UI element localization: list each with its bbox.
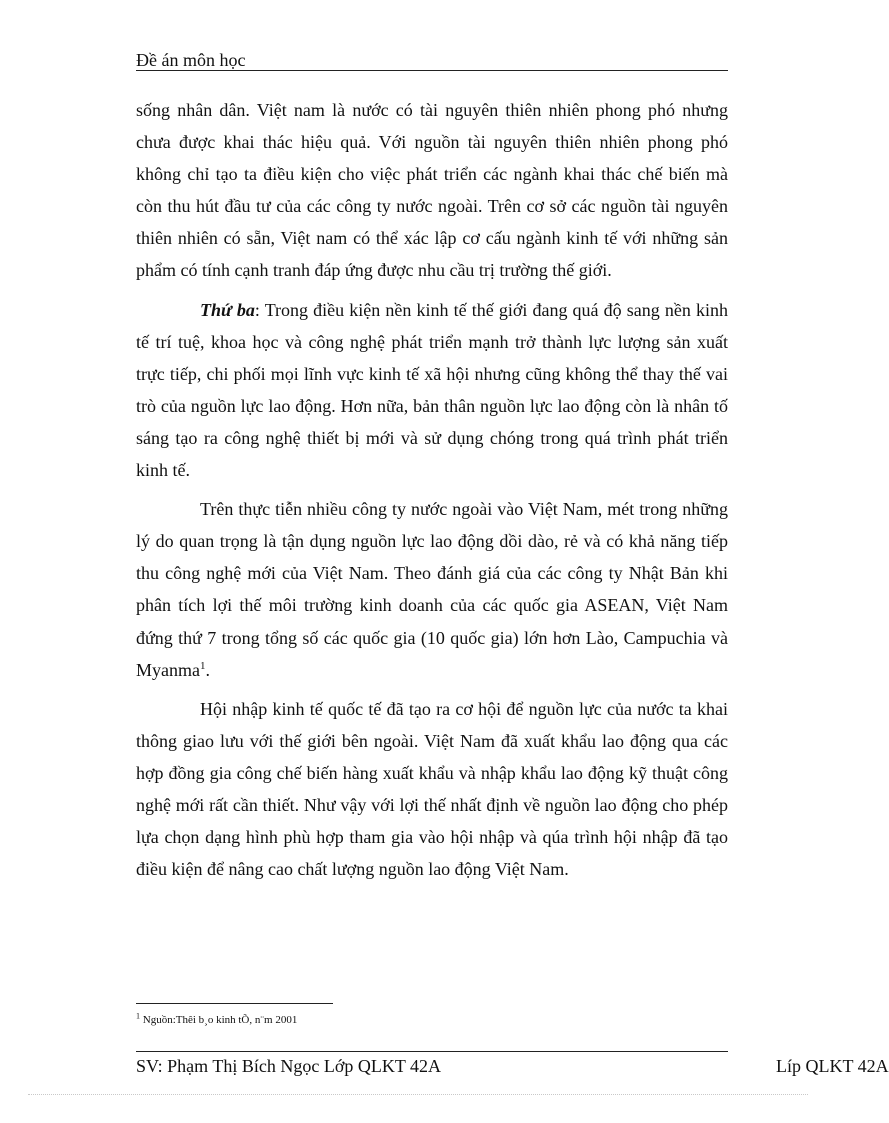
paragraph-4: Hội nhập kinh tế quốc tế đã tạo ra cơ hội để nguồn lực của nước ta khai thông giao lưu với thế giới bên ngoài. Việt Nam đã xuất khẩu lao động qua các hợp đồng gia công chế biến hàng xuất khẩu và nhập khẩu lao động kỹ thuật công nghệ mới rất cần thiết. Như vậy với lợi thế nhất định về nguồn lao động cho phép lựa chọn dạng hình phù hợp tham gia vào hội nhập và qúa trình hội nhập đã tạo điều kiện để nâng cao chất lượng nguồn lao động Việt Nam. (136, 698, 728, 880)
paragraph-3 (136, 493, 728, 686)
paragraph-3-text: Trên thực tiễn nhiều công ty nước ngoài vào Việt Nam, mét trong những lý do quan trọng là tận dụng nguồn lực lao động dồi dào, rẻ và có khả năng tiếp thu công nghệ mới của Việt Nam. Theo đánh giá của các công ty Nhật Bản khi phân tích lợi thế môi trường kinh doanh của các quốc gia ASEAN, Việt Nam đứng thứ 7 trong tổng số các quốc gia (10 quốc gia) lớn hơn Lào, Campuchia và Myanma (136, 499, 728, 680)
footnote-reference[interactable]: 1 (199, 659, 206, 672)
page-header-title: Đề án môn học (136, 50, 246, 70)
footnote-text: Nguồn:Thêi b¸o kinh tÕ, n¨m 2001 (140, 1014, 298, 1026)
paragraph-2-text: : Trong điều kiện nền kinh tế thế giới đang quá độ sang nền kinh tế trí tuệ, khoa học và công nghệ phát triển mạnh trở thành lực lượng sản xuất trực tiếp, chi phối mọi lĩnh vực kinh tế xã hội nhưng cũng không thể thay thế vai trò của nguồn lực lao động. Hơn nữa, bản thân nguồn lực lao động còn là nhân tố sáng tạo ra công nghệ thiết bị mới và sử dụng chóng trong quá trình phát triển kinh tế. (136, 299, 728, 481)
footer-rule (136, 1051, 728, 1052)
paragraph-3-end: . (205, 659, 210, 680)
footer-student-info: SV: Phạm Thị Bích Ngọc Lớp QLKT 42A (136, 1056, 442, 1076)
footnote-separator (136, 1003, 333, 1004)
body-text (136, 94, 728, 885)
paragraph-1: sống nhân dân. Việt nam là nước có tài nguyên thiên nhiên phong phó nhưng chưa được khai thác hiệu quả. Với nguồn tài nguyên thiên nhiên phong phó không chỉ tạo ta điều kiện cho việc phát triển các ngành khai thác chế biến mà còn thu hút đầu tư của các công ty nước ngoài. Trên cơ sở các nguồn tài nguyên thiên nhiên có sẵn, Việt nam có thể xác lập cơ cấu ngành kinh tế với những sản phẩm có tính cạnh tranh đáp ứng được nhu cầu trị trường thế giới. (136, 100, 728, 281)
header-rule (136, 70, 728, 71)
footnote-mark: 1 (136, 1011, 140, 1021)
footnote (136, 1013, 297, 1027)
paragraph-2-lead: Thứ ba (200, 299, 255, 320)
paragraph-2 (136, 294, 728, 487)
footer-class-info: Líp QLKT 42A (776, 1056, 889, 1076)
page-bottom-border (28, 1094, 808, 1095)
